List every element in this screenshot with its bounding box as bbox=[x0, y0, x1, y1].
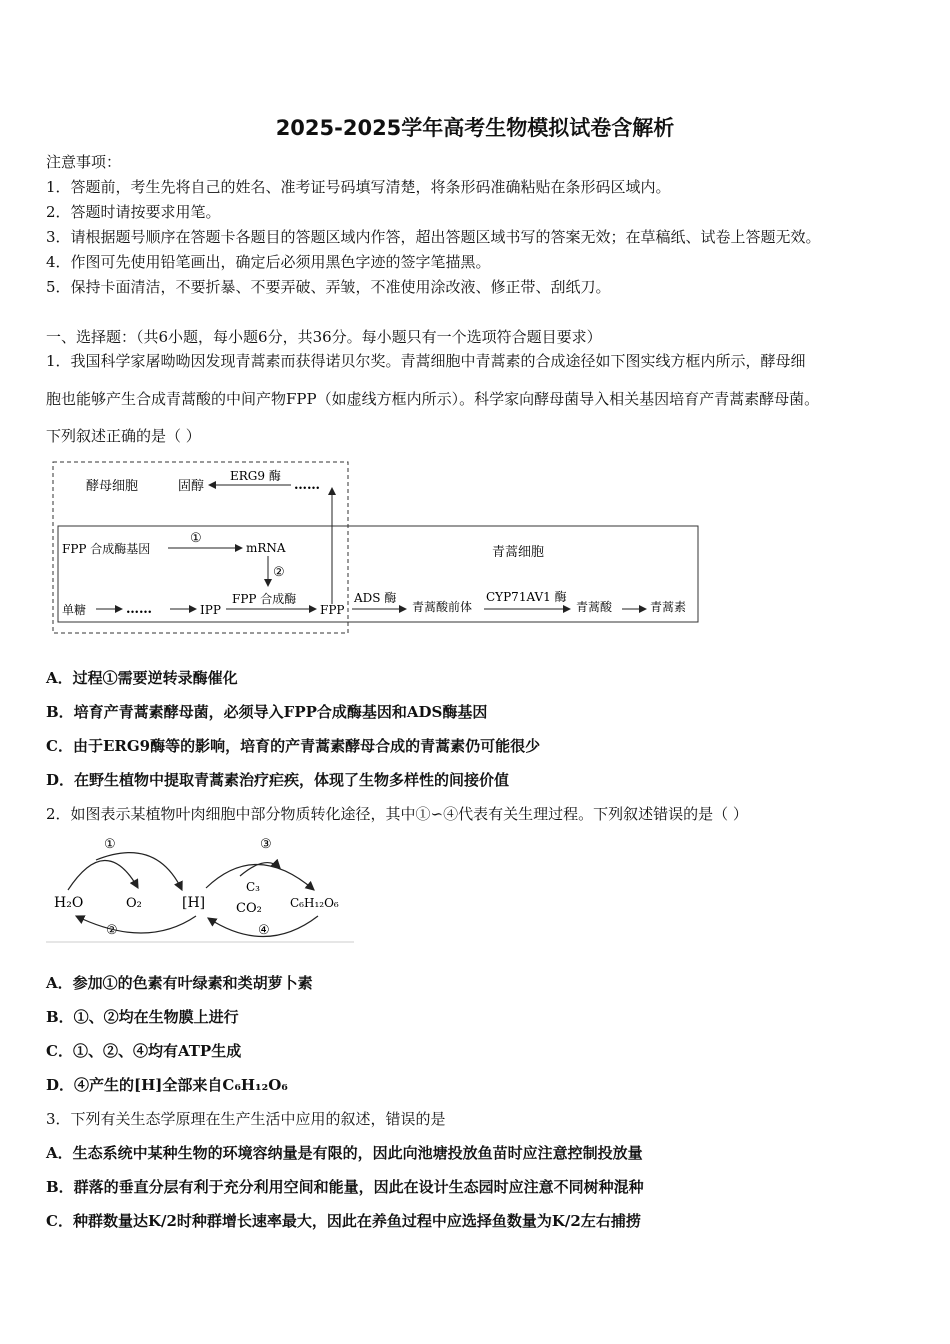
label-monosaccharide: 单糖 bbox=[62, 603, 87, 617]
q2-option-b: B．①、②均在生物膜上进行 bbox=[46, 1008, 239, 1026]
q1-option-d: D．在野生植物中提取青蒿素治疗疟疾，体现了生物多样性的间接价值 bbox=[46, 771, 510, 789]
notice-item: 3．请根据题号顺序在答题卡各题目的答题区域内作答，超出答题区域书写的答案无效；在草稿纸、试卷上答题无效。 bbox=[46, 228, 821, 246]
q1-stem-line: 下列叙述正确的是（ ） bbox=[46, 427, 201, 445]
label-step1: ① bbox=[104, 837, 116, 852]
q1-option-a: A．过程①需要逆转录酶催化 bbox=[46, 669, 238, 687]
arc-step1 bbox=[68, 860, 138, 890]
notice-item: 5．保持卡面清洁，不要折暴、不要弄破、弄皱，不准使用涂改液、修正带、刮纸刀。 bbox=[46, 278, 611, 296]
page-title: 2025-2025学年高考生物模拟试卷含解析 bbox=[275, 116, 675, 140]
q2-option-a: A．参加①的色素有叶绿素和类胡萝卜素 bbox=[46, 974, 313, 992]
label-artemisinic-acid: 青蒿酸 bbox=[576, 600, 613, 614]
label-cyp: CYP71AV1 酶 bbox=[486, 590, 567, 604]
arc-step1b bbox=[96, 853, 182, 890]
notice-header: 注意事项： bbox=[46, 153, 122, 171]
notice-item: 2．答题时请按要求用笔。 bbox=[46, 203, 221, 221]
label-yeast-cell: 酵母细胞 bbox=[86, 479, 139, 494]
arc-step2 bbox=[76, 916, 196, 933]
label-h2o: H₂O bbox=[54, 895, 84, 911]
label-fpp-gene: FPP 合成酶基因 bbox=[62, 542, 151, 556]
q3-stem: 3．下列有关生态学原理在生产生活中应用的叙述，错误的是 bbox=[46, 1110, 446, 1128]
q3-option-b: B．群落的垂直分层有利于充分利用空间和能量，因此在设计生态园时应注意不同树种混种 bbox=[46, 1178, 644, 1196]
label-step1: ① bbox=[190, 531, 202, 546]
q3-option-a: A．生态系统中某种生物的环境容纳量是有限的，因此向池塘投放鱼苗时应注意控制投放量 bbox=[46, 1144, 643, 1162]
label-erg9: ERG9 酶 bbox=[230, 469, 281, 483]
label-h: [H] bbox=[182, 895, 206, 911]
q2-option-d: D．④产生的[H]全部来自C₆H₁₂O₆ bbox=[46, 1076, 288, 1094]
label-precursor: 青蒿酸前体 bbox=[412, 600, 473, 614]
q3-option-c: C．种群数量达K/2时种群增长速率最大，因此在养鱼过程中应选择鱼数量为K/2左右捕捞 bbox=[46, 1212, 641, 1230]
label-fpp-synthase: FPP 合成酶 bbox=[232, 592, 297, 606]
notice-item: 1．答题前，考生先将自己的姓名、准考证号码填写清楚，将条形码准确粘贴在条形码区域内。 bbox=[46, 178, 671, 196]
dots-erg9: …… bbox=[294, 478, 320, 493]
q1-stem-line: 1．我国科学家屠呦呦因发现青蒿素而获得诺贝尔奖。青蒿细胞中青蒿素的合成途径如下图实线方框内所示，酵母细 bbox=[46, 352, 806, 370]
q1-stem-line: 胞也能够产生合成青蒿酸的中间产物FPP（如虚线方框内所示）。科学家向酵母菌导入相关基因培育产青蒿素酵母菌。 bbox=[46, 390, 820, 408]
dots-sugar: …… bbox=[126, 602, 152, 617]
notice-item: 4．作图可先使用铅笔画出，确定后必须用黑色字迹的签字笔描黑。 bbox=[46, 253, 491, 271]
q2-stem: 2．如图表示某植物叶肉细胞中部分物质转化途径，其中①∽④代表有关生理过程。下列叙述错误的是（ ） bbox=[46, 805, 748, 823]
label-glucose: C₆H₁₂O₆ bbox=[290, 896, 339, 910]
q2-option-c: C．①、②、④均有ATP生成 bbox=[46, 1042, 242, 1060]
label-ipp: IPP bbox=[200, 603, 221, 617]
label-co2: CO₂ bbox=[236, 901, 262, 916]
q1-option-b: B．培育产青蒿素酵母菌，必须导入FPP合成酶基因和ADS酶基因 bbox=[46, 703, 488, 721]
q2-conversion-diagram bbox=[46, 830, 356, 945]
label-step2: ② bbox=[273, 565, 285, 580]
arc-step3 bbox=[206, 864, 314, 890]
label-artemisia-cell: 青蒿细胞 bbox=[492, 545, 545, 560]
label-mrna: mRNA bbox=[246, 541, 286, 555]
label-step4: ④ bbox=[258, 923, 270, 938]
section-header: 一、选择题：（共6小题，每小题6分，共36分。每小题只有一个选项符合题目要求） bbox=[46, 328, 602, 346]
label-step3: ③ bbox=[260, 837, 272, 852]
label-o2: O₂ bbox=[126, 896, 142, 911]
label-sterol: 固醇 bbox=[178, 479, 205, 494]
q1-pathway-diagram bbox=[46, 458, 706, 638]
label-ads: ADS 酶 bbox=[354, 591, 397, 605]
q1-option-c: C．由于ERG9酶等的影响，培育的产青蒿素酵母合成的青蒿素仍可能很少 bbox=[46, 737, 541, 755]
label-artemisinin: 青蒿素 bbox=[650, 600, 687, 614]
label-c3: C₃ bbox=[246, 880, 260, 894]
label-step2: ② bbox=[106, 923, 118, 938]
label-fpp: FPP bbox=[320, 603, 345, 617]
